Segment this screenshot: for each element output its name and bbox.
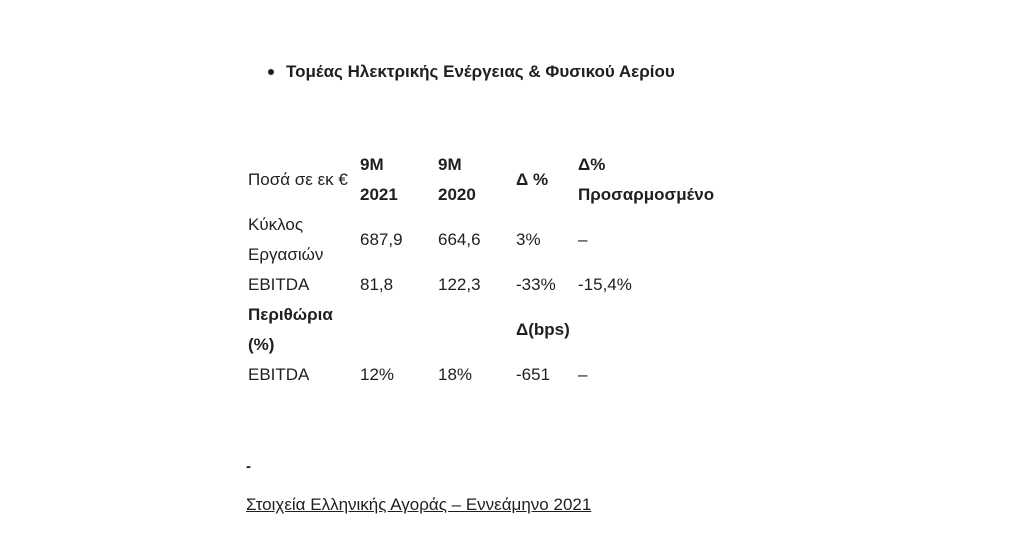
empty-cell bbox=[357, 300, 435, 360]
cell-delta: 3% bbox=[516, 230, 541, 249]
empty-cell bbox=[575, 300, 731, 360]
margins-label-line2: (%) bbox=[248, 335, 275, 354]
cell-delta: -651 bbox=[516, 365, 551, 384]
header-col1-line2: 2021 bbox=[360, 185, 398, 204]
cell-adjusted: -15,4% bbox=[578, 275, 632, 294]
header-col-adjusted bbox=[575, 150, 731, 210]
header-col-delta: Δ % bbox=[516, 170, 549, 189]
financial-table bbox=[245, 150, 731, 390]
empty-cell bbox=[435, 300, 513, 360]
header-col-9m-2021 bbox=[357, 150, 435, 210]
margins-label-line1: Περιθώρια bbox=[248, 305, 333, 324]
separator-dash: - bbox=[246, 458, 251, 475]
row-label-line2: Εργασιών bbox=[248, 245, 324, 264]
cell-adjusted: – bbox=[578, 230, 588, 249]
margins-label bbox=[245, 300, 357, 360]
bullet-dot-icon bbox=[268, 69, 274, 75]
margins-header-row bbox=[245, 300, 731, 360]
header-col4-line2: Προσαρμοσμένο bbox=[578, 185, 715, 204]
cell-value-2020: 664,6 bbox=[438, 230, 481, 249]
table-row bbox=[245, 270, 731, 300]
cell-value-2021: 687,9 bbox=[360, 230, 403, 249]
margins-delta-label: Δ(bps) bbox=[516, 320, 570, 339]
header-col2-line2: 2020 bbox=[438, 185, 476, 204]
section-title: Τομέας Ηλεκτρικής Ενέργειας & Φυσικού Αερίου bbox=[286, 62, 675, 81]
row-label-ebitda: EBITDA bbox=[248, 275, 310, 294]
table-row bbox=[245, 210, 731, 270]
header-col2-line1: 9Μ bbox=[438, 155, 462, 174]
row-label-ebitda-margin: EBITDA bbox=[248, 365, 310, 384]
cell-value-2020: 122,3 bbox=[438, 275, 481, 294]
greek-market-link[interactable]: Στοιχεία Ελληνικής Αγοράς – Εννεάμηνο 2021 bbox=[246, 495, 592, 514]
header-col1-line1: 9Μ bbox=[360, 155, 384, 174]
cell-value-2020: 18% bbox=[438, 365, 473, 384]
table-header-row bbox=[245, 150, 731, 210]
header-col4-line1: Δ% bbox=[578, 155, 606, 174]
cell-adjusted: – bbox=[578, 365, 588, 384]
row-label-turnover bbox=[245, 210, 357, 270]
row-label-line1: Κύκλος bbox=[248, 215, 304, 234]
cell-value-2021: 12% bbox=[360, 365, 395, 384]
cell-delta: -33% bbox=[516, 275, 556, 294]
table-row bbox=[245, 360, 731, 390]
section-bullet-heading bbox=[268, 62, 675, 82]
header-col-9m-2020 bbox=[435, 150, 513, 210]
cell-value-2021: 81,8 bbox=[360, 275, 394, 294]
header-amounts-label: Ποσά σε εκ € bbox=[248, 170, 348, 189]
